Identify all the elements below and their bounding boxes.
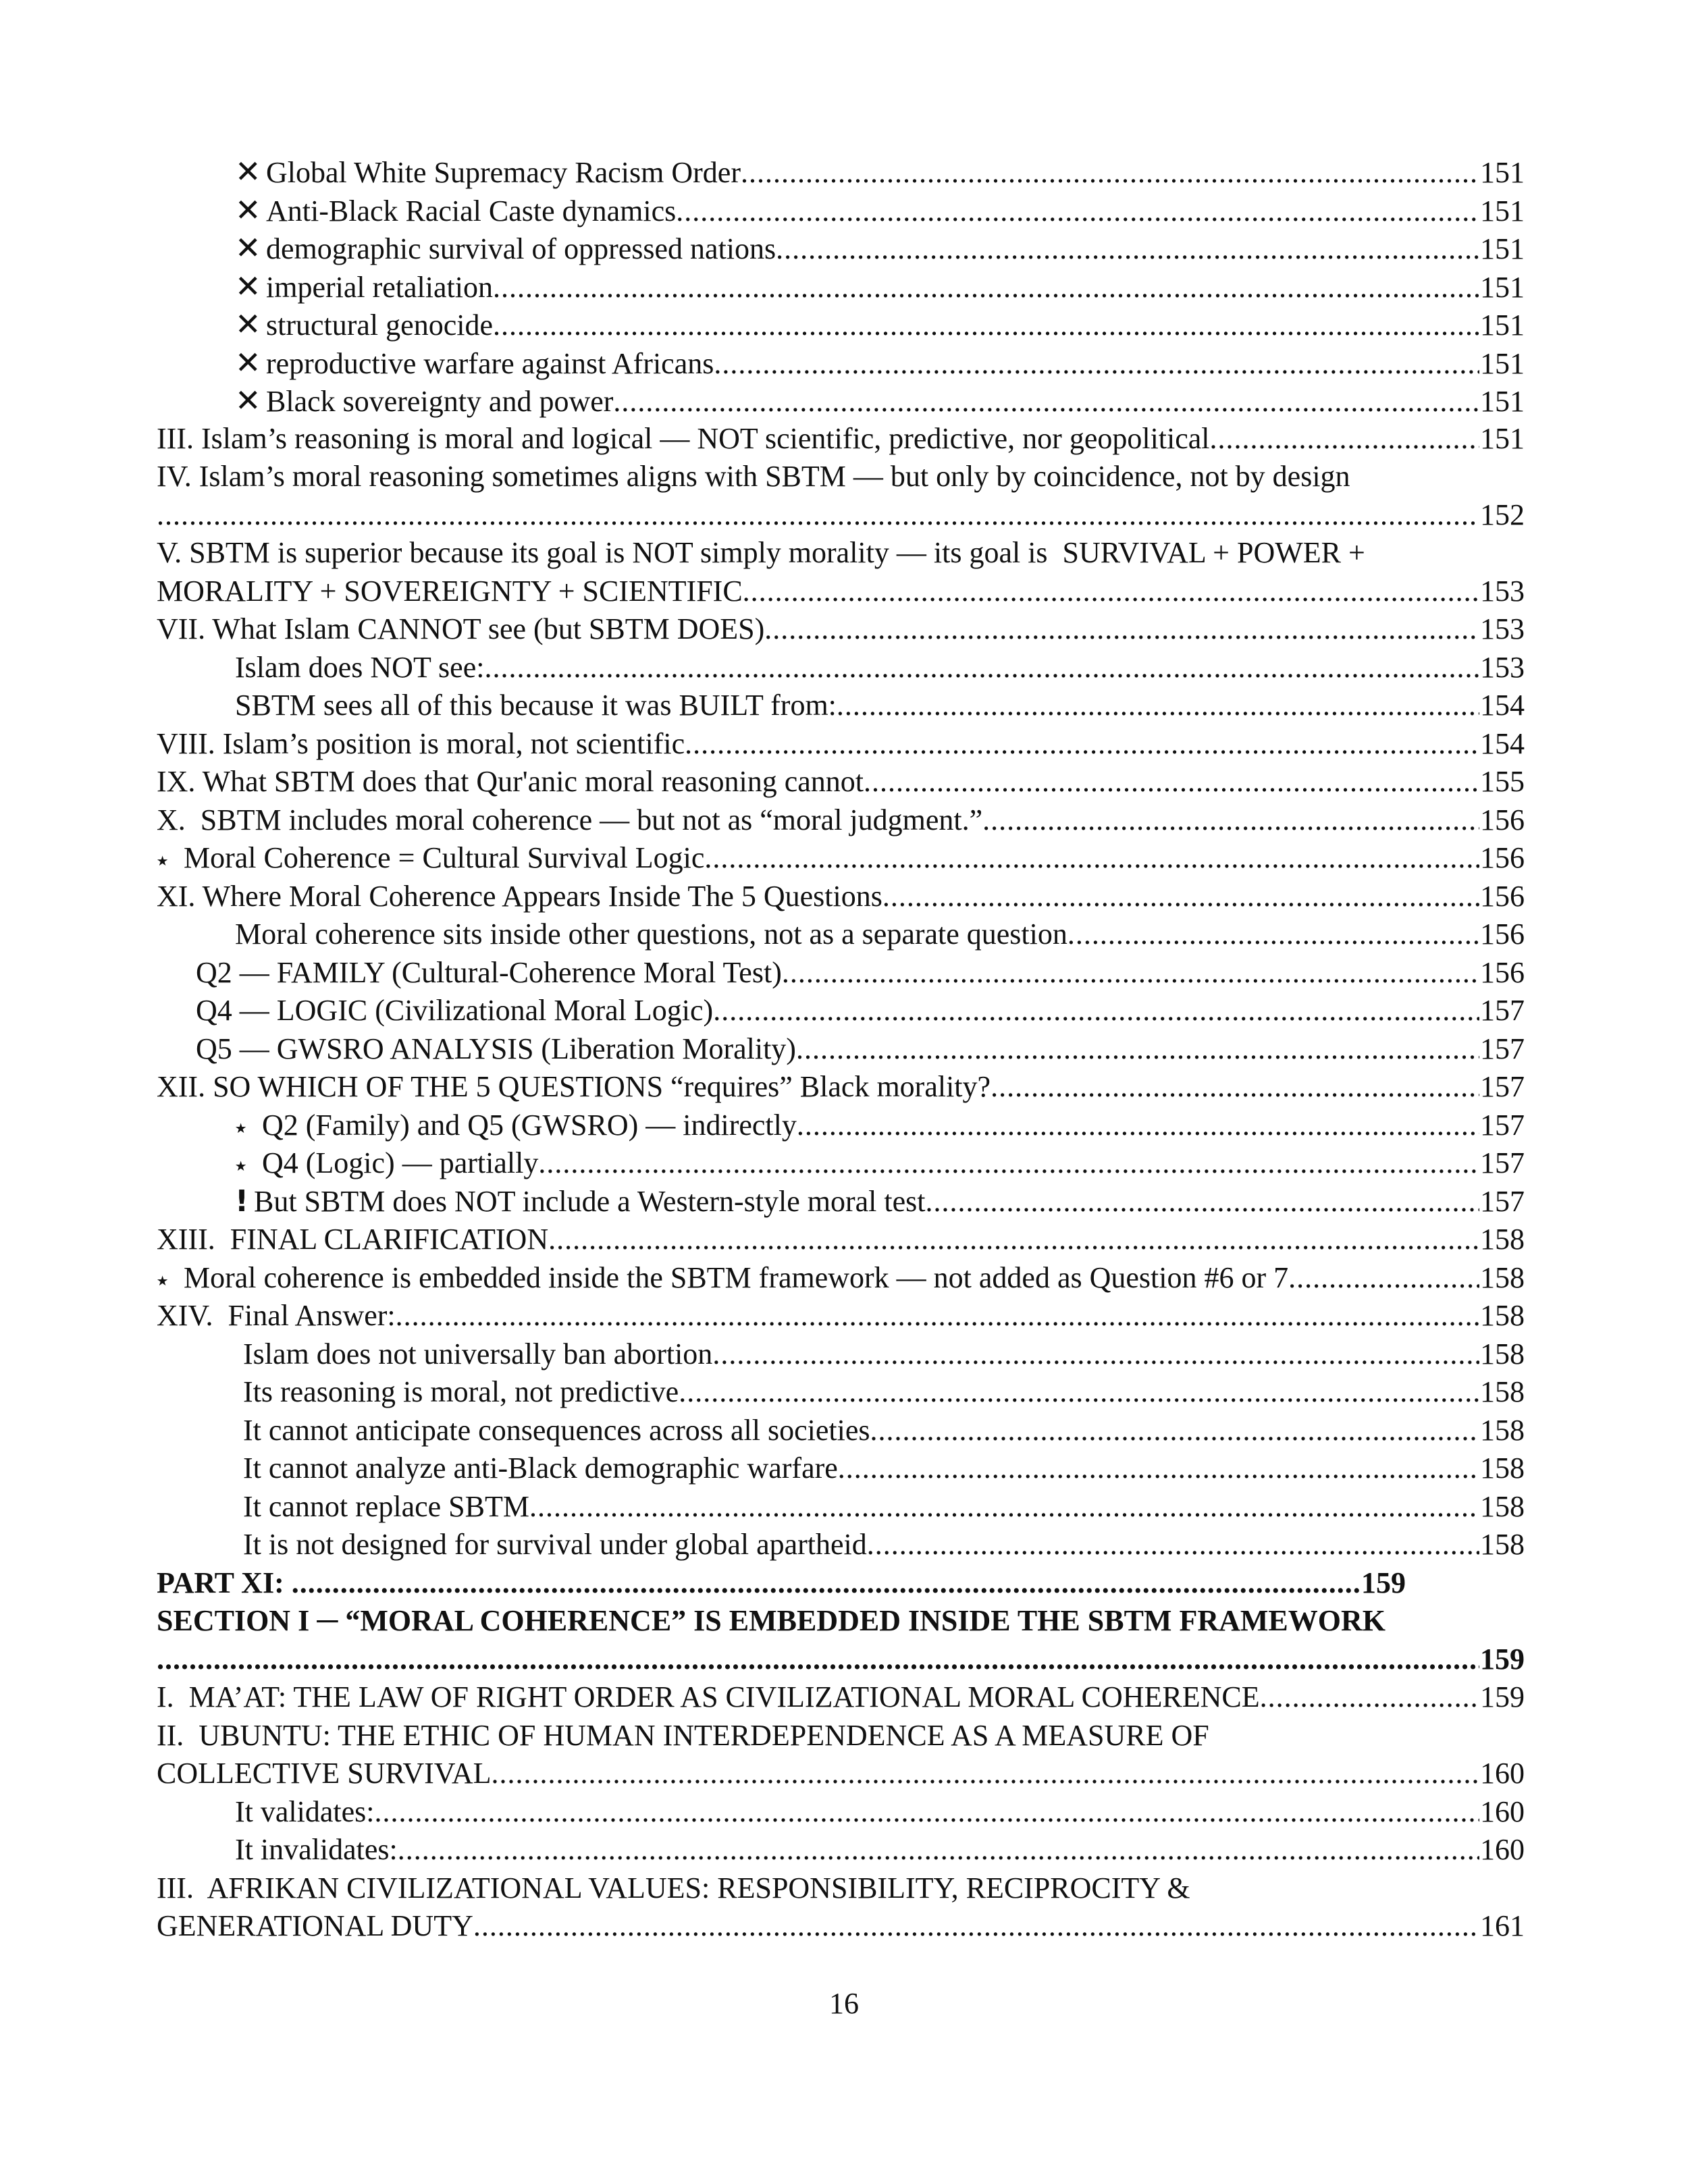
dot-leader (882, 878, 1479, 916)
toc-page-number: 151 (1480, 270, 1525, 304)
toc-entry-title (243, 1488, 529, 1526)
toc-page-number: 155 (1480, 765, 1525, 798)
toc-entry-title (243, 1335, 712, 1374)
toc-page-number: 158 (1480, 1223, 1525, 1256)
cross-mark-icon: ✕ (235, 306, 261, 342)
toc-entry-title (157, 839, 704, 878)
toc-page-number: 151 (1480, 232, 1525, 265)
toc-entry-title (157, 801, 982, 840)
toc-entry-text: XIII. FINAL CLARIFICATION (157, 1223, 549, 1256)
toc-page-number: 156 (1480, 803, 1525, 836)
toc-entry[interactable] (157, 992, 1525, 1030)
toc-page-number: 159 (1480, 1680, 1525, 1713)
toc-entry[interactable] (157, 1755, 1525, 1793)
toc-entry-text: GENERATIONAL DUTY (157, 1909, 473, 1942)
toc-entry-title (157, 1907, 473, 1946)
dot-leader (925, 1183, 1479, 1221)
dot-leader (292, 1564, 1361, 1603)
dot-leader (864, 763, 1479, 801)
toc-entry-title (157, 1717, 1209, 1755)
toc-entry[interactable] (157, 1030, 1525, 1069)
toc-entry-text: MORALITY + SOVEREIGNTY + SCIENTIFIC (157, 574, 743, 608)
toc-entry[interactable] (157, 572, 1525, 611)
dot-leader (714, 345, 1479, 382)
toc-entry[interactable] (157, 1564, 1406, 1603)
toc-entry-title (235, 1107, 797, 1145)
star-icon: ⭑ (157, 1267, 169, 1293)
toc-page-number: 153 (1480, 612, 1525, 645)
toc-entry[interactable] (157, 1678, 1525, 1717)
toc-page-number: 161 (1480, 1909, 1525, 1942)
toc-entry-text: It is not designed for survival under global apartheid (243, 1528, 867, 1561)
dot-leader (867, 1526, 1479, 1564)
toc-page-number: 156 (1480, 955, 1525, 989)
dot-leader (741, 154, 1479, 191)
dot-leader (529, 1488, 1479, 1526)
toc-entry-text: V. SBTM is superior because its goal is NOT simply morality — its goal is SURVIVAL + POWER + (157, 536, 1365, 569)
toc-entry-text: imperial retaliation (266, 270, 493, 304)
toc-entry-title (157, 610, 764, 649)
toc-entry-title (157, 1678, 1260, 1717)
star-icon: ⭑ (235, 1152, 247, 1178)
toc-entry[interactable] (157, 954, 1525, 992)
toc-page-number: 151 (1480, 194, 1525, 228)
toc-entry[interactable] (157, 1641, 1525, 1679)
toc-entry[interactable] (157, 191, 1525, 230)
toc-entry-text: IV. Islam’s moral reasoning sometimes aligns with SBTM — but only by coincidence, not by design (157, 460, 1350, 493)
dot-leader (685, 725, 1479, 764)
toc-entry[interactable] (157, 381, 1525, 420)
cross-mark-icon: ✕ (235, 382, 261, 419)
toc-entry-title (157, 1869, 1190, 1908)
dot-leader (398, 1831, 1479, 1869)
dot-leader (704, 839, 1479, 878)
toc-page-number: 154 (1480, 689, 1525, 722)
toc-entry[interactable] (157, 534, 1525, 572)
dot-leader (493, 307, 1479, 344)
toc-entry-text: Its reasoning is moral, not predictive (243, 1375, 679, 1408)
dot-leader (743, 572, 1479, 611)
toc-page-number: 159 (1480, 1642, 1525, 1676)
toc-entry-text: It invalidates: (235, 1833, 398, 1866)
toc-entry[interactable] (157, 153, 1525, 191)
toc-entry[interactable] (157, 1107, 1525, 1145)
toc-entry[interactable] (157, 1412, 1525, 1450)
toc-page-number: 157 (1480, 1108, 1525, 1142)
toc-entry[interactable] (157, 610, 1525, 649)
toc-page-number: 158 (1480, 1299, 1525, 1332)
toc-page-number: 151 (1480, 385, 1525, 418)
toc-entry-title (157, 725, 685, 764)
toc-entry[interactable] (157, 1907, 1525, 1946)
toc-entry-text: II. UBUNTU: THE ETHIC OF HUMAN INTERDEPENDENCE AS A MEASURE OF (157, 1718, 1209, 1752)
dot-leader (713, 992, 1479, 1030)
star-icon: ⭑ (235, 1114, 247, 1140)
dot-leader (1260, 1678, 1479, 1717)
toc-entry[interactable] (157, 915, 1525, 954)
toc-page-number: 156 (1480, 917, 1525, 951)
toc-entry-text: Q2 — FAMILY (Cultural-Coherence Moral Test) (196, 955, 782, 989)
dot-leader (764, 610, 1479, 649)
table-of-contents (157, 153, 1525, 1946)
toc-entry-title (157, 572, 743, 611)
star-icon: ⭑ (157, 847, 169, 873)
toc-entry-text: XI. Where Moral Coherence Appears Inside The 5 Questions (157, 879, 882, 913)
toc-page-number: 153 (1480, 650, 1525, 684)
cross-mark-icon: ✕ (235, 344, 261, 381)
toc-entry-text: reproductive warfare against Africans (266, 346, 714, 380)
toc-entry[interactable] (157, 1869, 1525, 1908)
toc-entry-text: Islam does NOT see: (235, 650, 485, 684)
toc-entry-title (235, 915, 1067, 954)
toc-page-number: 157 (1480, 994, 1525, 1027)
dot-leader (837, 687, 1479, 725)
toc-entry-text: Moral coherence sits inside other questions, not as a separate question (235, 917, 1067, 951)
toc-entry-text: Anti-Black Racial Caste dynamics (266, 194, 677, 228)
toc-entry-title (243, 1526, 867, 1564)
toc-entry-title (157, 1297, 396, 1335)
dot-leader (782, 954, 1479, 992)
toc-page-number: 156 (1480, 841, 1525, 874)
toc-entry[interactable] (157, 1068, 1525, 1107)
dot-leader (492, 1755, 1479, 1793)
toc-entry-text: X. SBTM includes moral coherence — but not as “moral judgment.” (157, 803, 983, 836)
dot-leader (776, 230, 1479, 267)
toc-entry-text: XIV. Final Answer: (157, 1299, 396, 1332)
toc-entry-text: Moral Coherence = Cultural Survival Logic (184, 841, 705, 874)
dot-leader (676, 192, 1479, 230)
dot-leader (838, 1449, 1479, 1488)
toc-entry-title (235, 687, 837, 725)
dot-leader (548, 1221, 1479, 1259)
toc-entry-text: PART XI: (157, 1566, 292, 1599)
toc-entry-title (235, 381, 613, 420)
toc-entry-title (157, 458, 1350, 496)
toc-entry-title (243, 1412, 870, 1450)
cross-mark-icon: ✕ (235, 153, 261, 190)
toc-page-number: 158 (1480, 1489, 1525, 1523)
toc-entry-text: Q4 — LOGIC (Civilizational Moral Logic) (196, 994, 714, 1027)
toc-entry-text: demographic survival of oppressed nations (266, 232, 776, 265)
toc-entry-text: VII. What Islam CANNOT see (but SBTM DOES) (157, 612, 765, 645)
toc-entry-text: SBTM sees all of this because it was BUILT from: (235, 689, 837, 722)
toc-page-number: 158 (1480, 1451, 1525, 1485)
toc-entry-title (235, 267, 493, 306)
toc-entry-title (157, 1564, 292, 1603)
toc-entry[interactable] (157, 1183, 1525, 1221)
dot-leader (613, 383, 1479, 420)
dot-leader (484, 649, 1479, 687)
dot-leader (396, 1297, 1479, 1335)
toc-page-number: 157 (1480, 1032, 1525, 1065)
toc-page-number: 156 (1480, 879, 1525, 913)
toc-entry[interactable] (157, 1259, 1525, 1298)
toc-entry-title (235, 1144, 538, 1183)
toc-entry[interactable] (157, 801, 1525, 840)
toc-page-number: 160 (1480, 1757, 1525, 1790)
toc-entry[interactable] (157, 1335, 1525, 1374)
toc-entry-title (235, 344, 714, 382)
toc-page-number: 158 (1480, 1528, 1525, 1561)
toc-page-number: 160 (1480, 1794, 1525, 1828)
toc-entry[interactable] (157, 839, 1525, 878)
toc-entry-title (235, 1831, 398, 1869)
toc-entry[interactable] (157, 1373, 1525, 1412)
toc-entry[interactable] (157, 687, 1525, 725)
toc-entry[interactable] (157, 1717, 1525, 1755)
dot-leader (493, 269, 1479, 306)
toc-entry-title (196, 992, 713, 1030)
toc-entry-text: Global White Supremacy Racism Order (266, 156, 741, 189)
toc-entry[interactable] (157, 1526, 1525, 1564)
toc-entry-text: Moral coherence is embedded inside the SBTM framework — not added as Question #6 or 7 (184, 1260, 1289, 1294)
toc-entry-text: Islam does not universally ban abortion (243, 1337, 713, 1370)
toc-entry-title (157, 1068, 991, 1107)
toc-entry[interactable] (157, 878, 1525, 916)
toc-page-number: 160 (1480, 1833, 1525, 1866)
toc-entry-title (196, 954, 782, 992)
dot-leader (538, 1144, 1479, 1183)
dot-leader (870, 1412, 1479, 1450)
dot-leader (1210, 420, 1479, 458)
dot-leader (473, 1907, 1479, 1946)
toc-entry[interactable] (157, 305, 1525, 344)
toc-entry-text: It cannot replace SBTM (243, 1489, 529, 1523)
toc-page-number: 157 (1480, 1146, 1525, 1179)
toc-page-number: 158 (1480, 1337, 1525, 1370)
toc-entry[interactable] (157, 1221, 1525, 1259)
toc-page-number: 154 (1480, 726, 1525, 760)
toc-entry-title (235, 191, 676, 230)
dot-leader (375, 1793, 1480, 1832)
toc-entry[interactable] (157, 267, 1525, 306)
exclamation-icon: ! (235, 1183, 249, 1219)
toc-entry[interactable] (157, 1144, 1525, 1183)
dot-leader (1288, 1259, 1479, 1298)
toc-entry[interactable] (157, 649, 1525, 687)
toc-page-number: 158 (1480, 1375, 1525, 1408)
toc-entry-title (235, 649, 484, 687)
toc-entry-text: Q4 (Logic) — partially (262, 1146, 539, 1179)
toc-entry-title (243, 1449, 838, 1488)
toc-page-number: 151 (1480, 421, 1525, 455)
toc-entry-text: IX. What SBTM does that Qur'anic moral reasoning cannot (157, 765, 864, 798)
dot-leader (712, 1335, 1479, 1374)
toc-entry-title (235, 153, 741, 191)
toc-page-number: 151 (1480, 156, 1525, 189)
dot-leader (679, 1373, 1479, 1412)
toc-entry[interactable] (157, 1793, 1525, 1832)
toc-entry-text: It validates: (235, 1794, 375, 1828)
dot-leader (157, 496, 1479, 535)
toc-entry-text: It cannot analyze anti-Black demographic warfare (243, 1451, 838, 1485)
dot-leader (157, 1641, 1479, 1679)
toc-page-number: 158 (1480, 1413, 1525, 1447)
page-number: 16 (829, 1987, 859, 2020)
toc-entry[interactable] (157, 496, 1525, 535)
toc-entry-title (196, 1030, 796, 1069)
toc-entry-text: It cannot anticipate consequences across all societies (243, 1413, 870, 1447)
toc-entry[interactable] (157, 458, 1525, 496)
toc-entry-text: But SBTM does NOT include a Western-style moral test (254, 1184, 926, 1218)
toc-page-number: 151 (1480, 346, 1525, 380)
dot-leader (982, 801, 1479, 840)
cross-mark-icon: ✕ (235, 230, 261, 266)
toc-entry-text: VIII. Islam’s position is moral, not scientific (157, 726, 685, 760)
toc-entry-text: I. MA’AT: THE LAW OF RIGHT ORDER AS CIVILIZATIONAL MORAL COHERENCE (157, 1680, 1260, 1713)
toc-entry[interactable] (157, 420, 1525, 458)
toc-page-number: 153 (1480, 574, 1525, 608)
toc-entry-text: Q5 — GWSRO ANALYSIS (Liberation Morality) (196, 1032, 796, 1065)
toc-page-number: 159 (1361, 1566, 1406, 1599)
toc-entry-title (243, 1373, 679, 1412)
dot-leader (797, 1107, 1479, 1145)
dot-leader (796, 1030, 1479, 1069)
toc-entry-title (157, 763, 864, 801)
toc-entry-text: Black sovereignty and power (266, 385, 614, 418)
toc-entry-title (235, 305, 493, 344)
toc-entry-title (157, 1221, 548, 1259)
toc-entry-title (157, 1755, 492, 1793)
toc-entry[interactable] (157, 344, 1525, 382)
toc-entry-title (157, 878, 882, 916)
toc-entry-title (235, 229, 776, 267)
toc-page-number: 158 (1480, 1260, 1525, 1294)
toc-entry[interactable] (157, 229, 1525, 267)
toc-entry-title (235, 1793, 375, 1832)
toc-entry-text: III. Islam’s reasoning is moral and logical — NOT scientific, predictive, nor geopolitical (157, 421, 1210, 455)
toc-entry-title (157, 1602, 1386, 1641)
dot-leader (1067, 915, 1479, 954)
toc-page-number: 157 (1480, 1070, 1525, 1103)
toc-entry[interactable] (157, 1449, 1525, 1488)
cross-mark-icon: ✕ (235, 191, 261, 228)
cross-mark-icon: ✕ (235, 267, 261, 304)
toc-entry-text: structural genocide (266, 309, 493, 342)
toc-page-number: 151 (1480, 309, 1525, 342)
toc-entry-text: XII. SO WHICH OF THE 5 QUESTIONS “requires” Black morality? (157, 1070, 991, 1103)
toc-entry-text: III. AFRIKAN CIVILIZATIONAL VALUES: RESPONSIBILITY, RECIPROCITY & (157, 1871, 1190, 1905)
toc-entry-title (157, 420, 1210, 458)
toc-entry-title (157, 534, 1365, 572)
toc-page-number: 157 (1480, 1184, 1525, 1218)
toc-entry[interactable] (157, 763, 1525, 801)
toc-entry-title (157, 1259, 1288, 1298)
toc-entry-text: Q2 (Family) and Q5 (GWSRO) — indirectly (262, 1108, 797, 1142)
dot-leader (991, 1068, 1479, 1107)
toc-page-number: 152 (1480, 498, 1525, 531)
toc-entry[interactable] (157, 1297, 1525, 1335)
toc-entry[interactable] (157, 725, 1525, 764)
toc-entry-title (235, 1183, 925, 1221)
toc-entry-text: COLLECTIVE SURVIVAL (157, 1757, 492, 1790)
toc-entry-text: SECTION I ─ “MORAL COHERENCE” IS EMBEDDED INSIDE THE SBTM FRAMEWORK (157, 1604, 1386, 1637)
toc-entry[interactable] (157, 1488, 1525, 1526)
toc-entry[interactable] (157, 1602, 1525, 1641)
toc-entry[interactable] (157, 1831, 1525, 1869)
